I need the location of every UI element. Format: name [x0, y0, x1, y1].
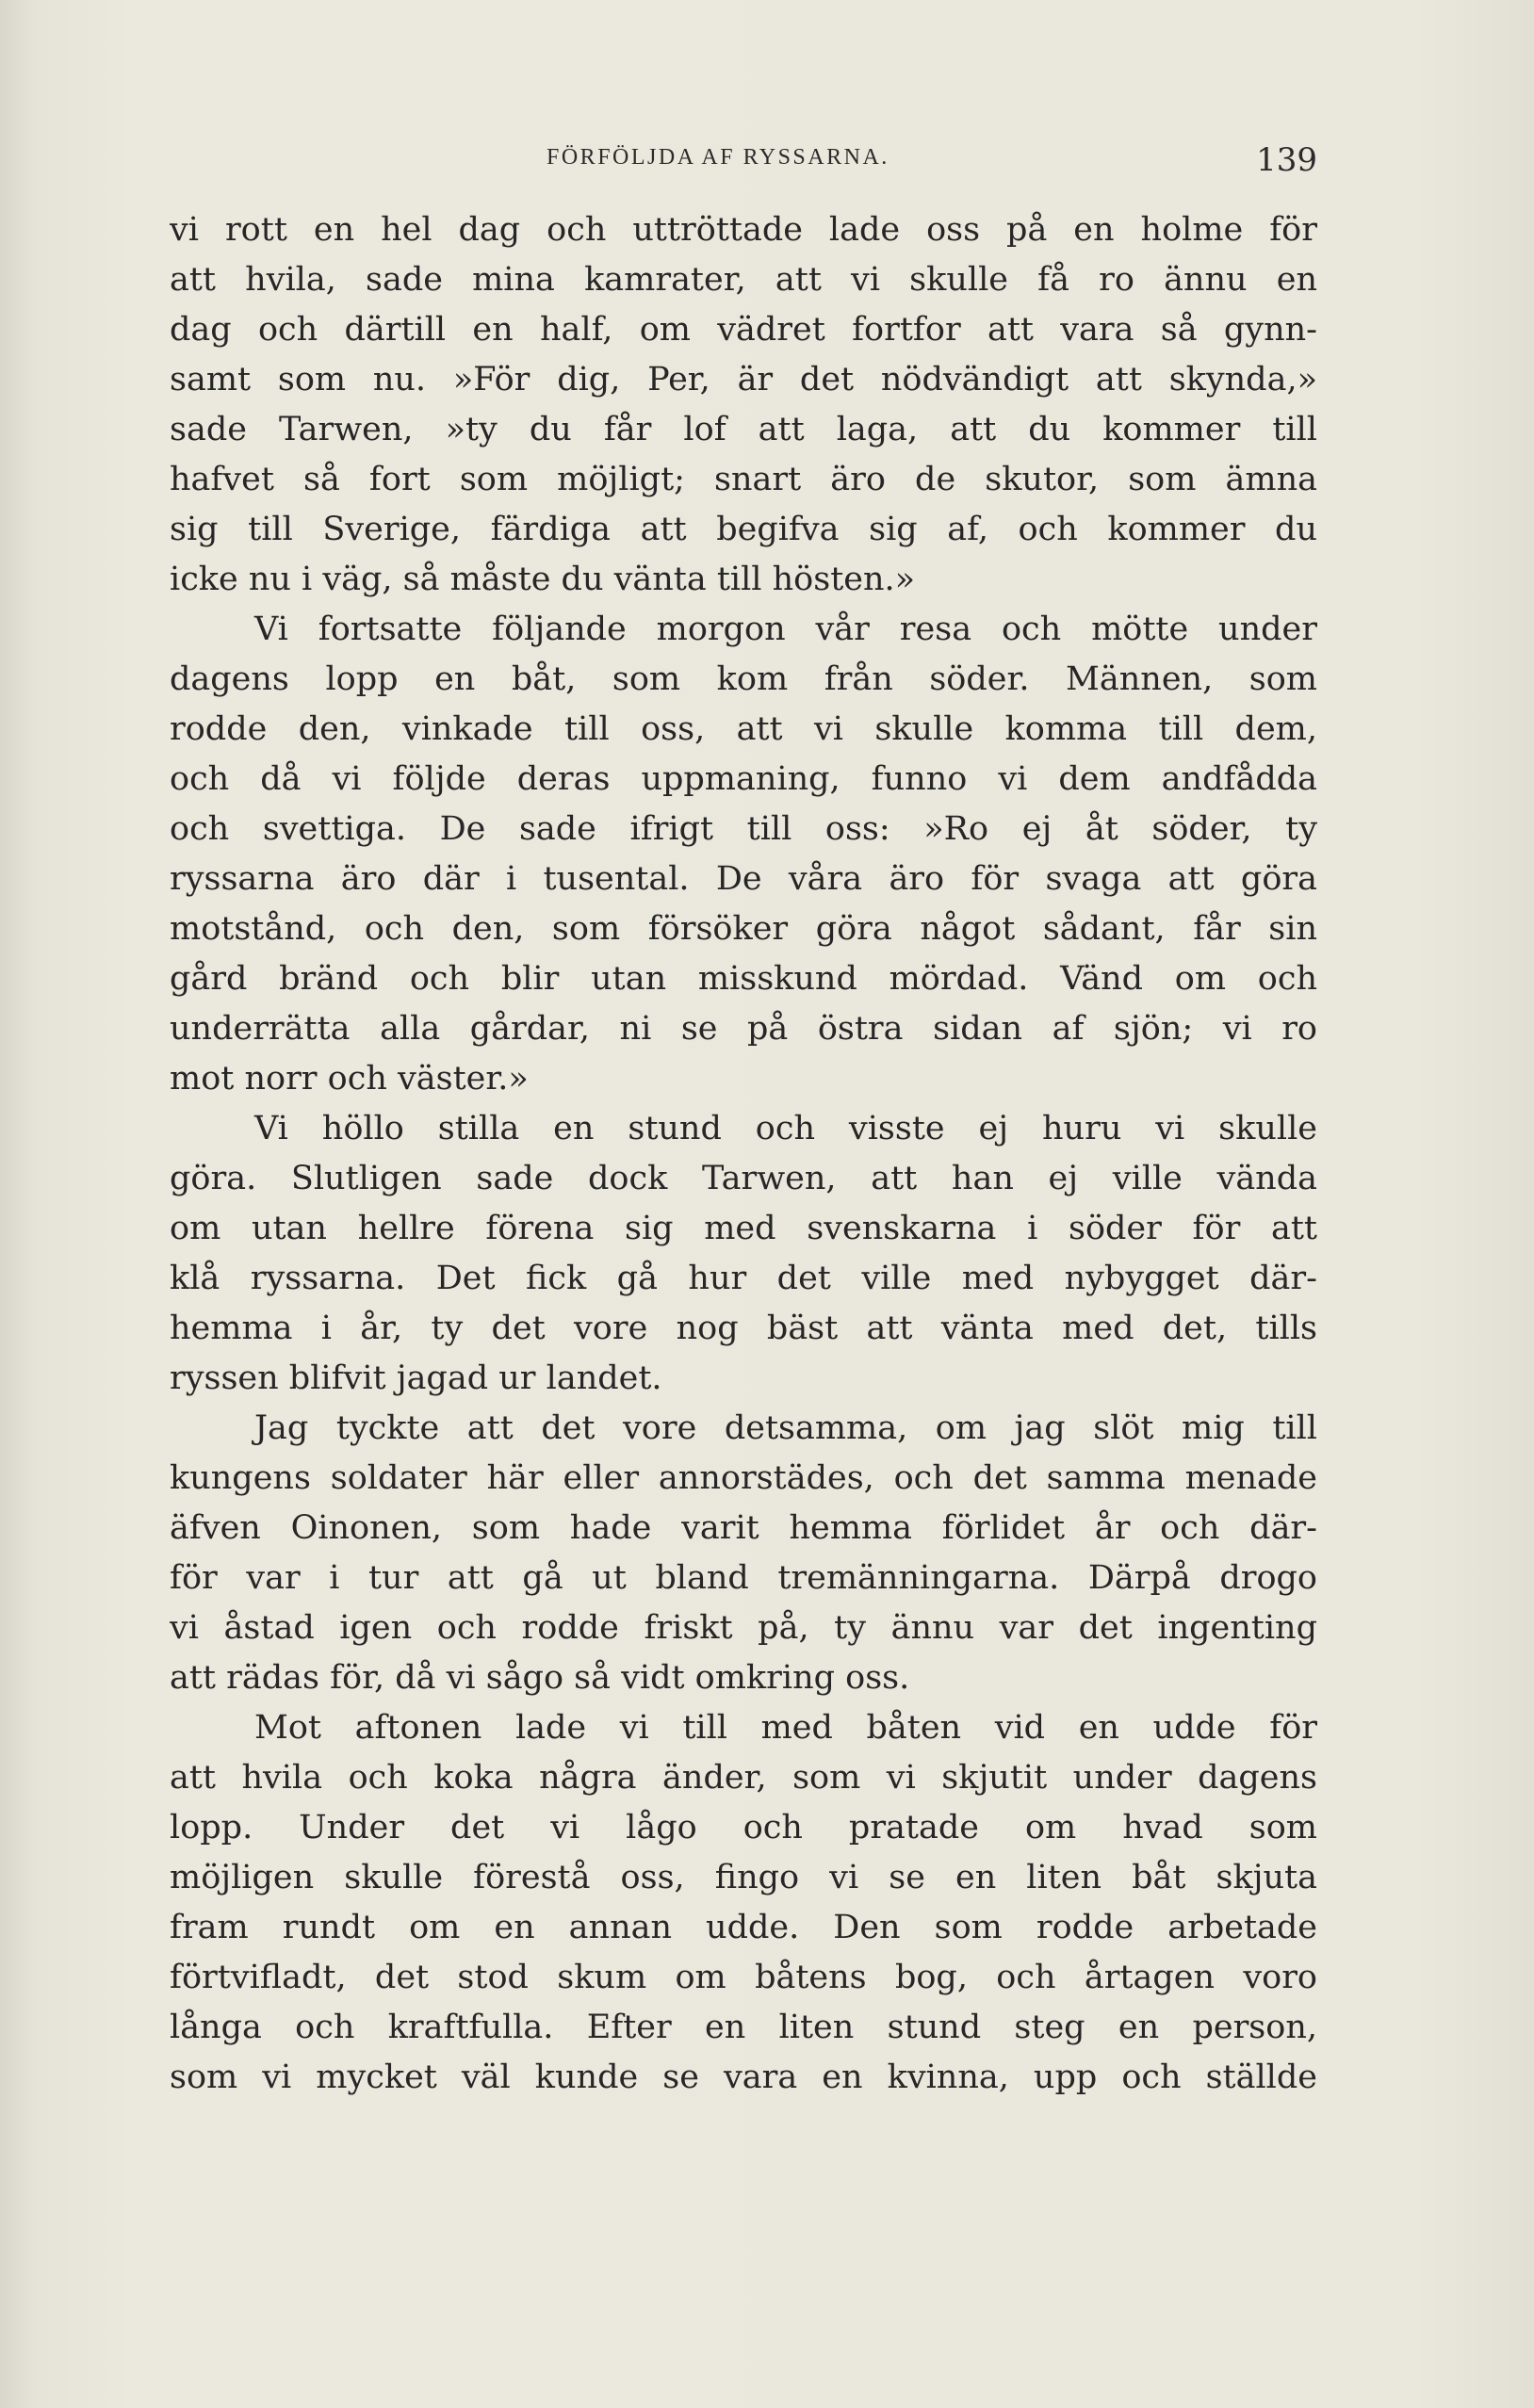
text-line: att hvila, sade mina kamrater, att vi skulle få ro ännu en [170, 261, 1317, 299]
page-number: 139 [1256, 141, 1317, 179]
text-line: hafvet så fort som möjligt; snart äro de skutor, som ämna [170, 461, 1317, 498]
text-line: förtvifladt, det stod skum om båtens bog, och årtagen voro [170, 1959, 1317, 1996]
text-line: dagens lopp en båt, som kom från söder. Männen, som [170, 660, 1317, 698]
text-line: och då vi följde deras uppmaning, funno vi dem andfådda [170, 760, 1317, 798]
text-line: sade Tarwen, »ty du får lof att laga, att du kommer till [170, 411, 1317, 448]
paragraph-start-line: Jag tyckte att det vore detsamma, om jag slöt mig till [254, 1409, 1317, 1447]
text-line: vi rott en hel dag och uttröttade lade oss på en holme för [170, 211, 1317, 249]
text-line: möjligen skulle förestå oss, fingo vi se en liten båt skjuta [170, 1859, 1317, 1896]
text-line: att rädas för, då vi sågo så vidt omkring oss. [170, 1659, 910, 1697]
text-line: att hvila och koka några änder, som vi skjutit under dagens [170, 1759, 1317, 1797]
text-line: lopp. Under det vi lågo och pratade om hvad som [170, 1809, 1317, 1847]
text-line: underrätta alla gårdar, ni se på östra sidan af sjön; vi ro [170, 1010, 1317, 1048]
text-line: för var i tur att gå ut bland tremänningarna. Därpå drogo [170, 1559, 1317, 1597]
text-line: dag och därtill en half, om vädret fortfor att vara så gynn- [170, 311, 1317, 349]
running-head [170, 141, 1317, 179]
text-line: samt som nu. »För dig, Per, är det nödvändigt att skynda,» [170, 361, 1317, 399]
text-line: vi åstad igen och rodde friskt på, ty ännu var det ingenting [170, 1609, 1317, 1647]
text-line: som vi mycket väl kunde se vara en kvinna, upp och ställde [170, 2058, 1317, 2096]
text-line: icke nu i väg, så måste du vänta till hösten.» [170, 561, 916, 598]
text-line: ryssen blifvit jagad ur landet. [170, 1359, 662, 1397]
text-line: mot norr och väster.» [170, 1060, 529, 1098]
paragraph-start-line: Vi höllo stilla en stund och visste ej huru vi skulle [254, 1110, 1317, 1147]
text-line: gård bränd och blir utan misskund mördad. Vänd om och [170, 960, 1317, 998]
text-line: om utan hellre förena sig med svenskarna i söder för att [170, 1210, 1317, 1247]
text-line: ryssarna äro där i tusental. De våra äro för svaga att göra [170, 860, 1317, 898]
text-line: äfven Oinonen, som hade varit hemma förlidet år och där- [170, 1509, 1317, 1547]
paragraph-start-line: Vi fortsatte följande morgon vår resa och mötte under [254, 610, 1317, 648]
paragraph-start-line: Mot aftonen lade vi till med båten vid en udde för [254, 1709, 1317, 1747]
text-line: rodde den, vinkade till oss, att vi skulle komma till dem, [170, 710, 1317, 748]
text-line: långa och kraftfulla. Efter en liten stund steg en person, [170, 2009, 1317, 2046]
text-line: göra. Slutligen sade dock Tarwen, att han ej ville vända [170, 1160, 1317, 1197]
body-text [170, 205, 1317, 2103]
text-line: och svettiga. De sade ifrigt till oss: »Ro ej åt söder, ty [170, 810, 1317, 848]
text-line: klå ryssarna. Det fick gå hur det ville med nybygget där- [170, 1260, 1317, 1297]
text-line: fram rundt om en annan udde. Den som rodde arbetade [170, 1909, 1317, 1946]
text-line: hemma i år, ty det vore nog bäst att vänta med det, tills [170, 1310, 1317, 1347]
text-line: motstånd, och den, som försöker göra något sådant, får sin [170, 910, 1317, 948]
running-title: FÖRFÖLJDA AF RYSSARNA. [547, 145, 889, 170]
text-line: kungens soldater här eller annorstädes, och det samma menade [170, 1459, 1317, 1497]
text-line: sig till Sverige, färdiga att begifva sig af, och kommer du [170, 511, 1317, 548]
